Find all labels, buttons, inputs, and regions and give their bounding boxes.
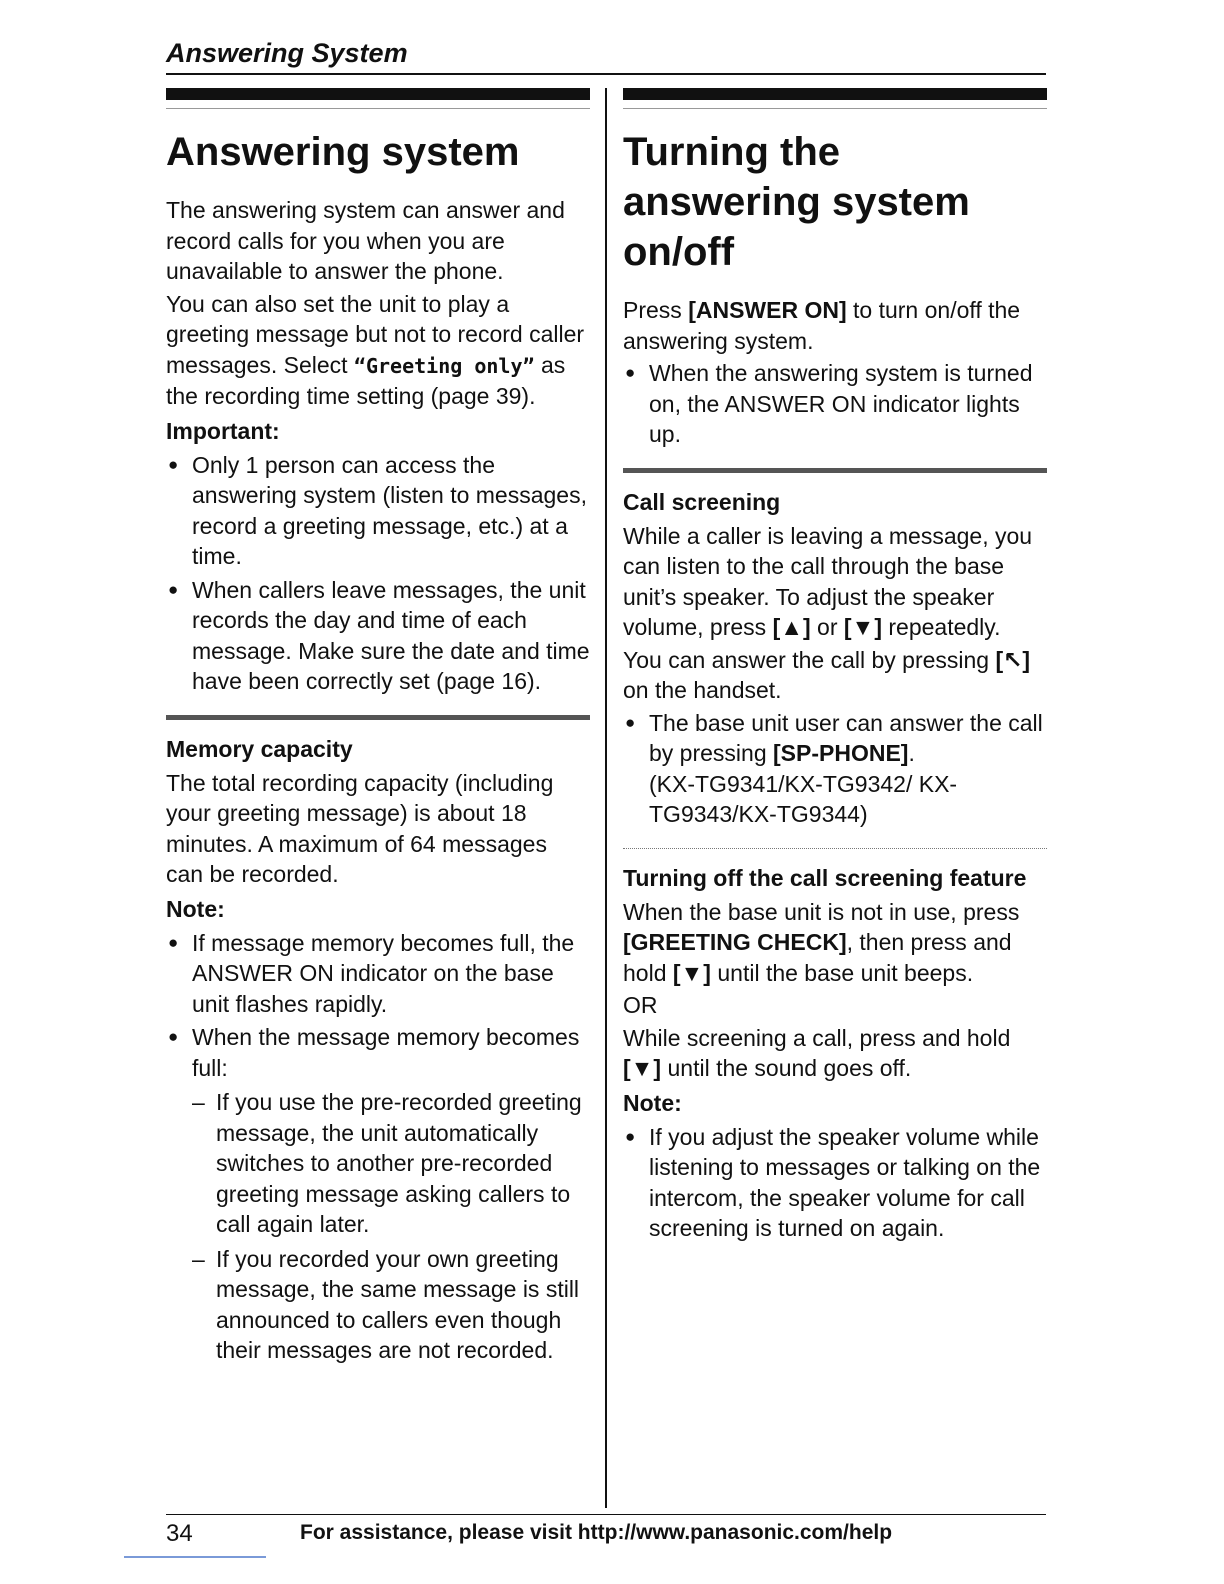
answer-on-paragraph (623, 295, 1047, 356)
press-suffix-text: to turn on/off the answering system. (623, 297, 1021, 354)
title-bar-rule (166, 108, 590, 109)
call-screening-heading: Call screening (623, 488, 781, 515)
hold-text: While screening a call, press and hold (623, 1024, 1011, 1051)
screening-bullet (623, 708, 1047, 830)
turn-off-text-2: , then press and hold (623, 929, 1012, 986)
important-label: Important: (166, 417, 280, 444)
note-label: Note: (623, 1089, 682, 1116)
intro-paragraph: The answering system can answer and record calls for you when you are unavailable to answer the phone. (166, 197, 565, 284)
footer-rule (166, 1514, 1046, 1515)
greeting-paragraph (166, 289, 590, 412)
page-title-turning-on-off: Turning the answering system on/off (623, 130, 970, 274)
answer-on-bullet: ● When the answering system is turned on, the ANSWER ON indicator lights up. (623, 358, 1047, 450)
volume-up-key: [▲] (772, 614, 811, 640)
corner-mark (124, 1556, 266, 1558)
title-bar-rule (623, 108, 1047, 109)
memory-sub-notes (192, 1087, 590, 1366)
title-bar (166, 88, 590, 100)
screening-text: While a caller is leaving a message, you can listen to the call through the base unit’s speaker. To adjust the speaker volume, press (623, 522, 1033, 640)
important-list (166, 450, 590, 697)
hold-text-2: until the sound goes off. (667, 1055, 912, 1081)
note-label: Note: (166, 895, 225, 922)
right-column (623, 88, 1047, 1247)
turn-off-text: When the base unit is not in use, press (623, 898, 1020, 925)
screening-bullets (623, 708, 1047, 830)
or-text: or (817, 614, 838, 640)
column-divider (605, 88, 607, 1508)
greeting-text-tail: as the recording time setting (page 39). (166, 351, 566, 409)
assistance-link[interactable]: For assistance, please visit http://www.panasonic.com/help (300, 1521, 893, 1544)
page-title-answering-system: Answering system (166, 130, 520, 174)
section-rule (166, 715, 590, 720)
memory-note (166, 1022, 590, 1366)
call-screening-paragraph (623, 521, 1047, 643)
or-line: OR (623, 992, 658, 1018)
base-unit-text: The base unit user can answer the call by pressing (649, 709, 1043, 766)
memory-sub-note: – If you recorded your own greeting message, the same message is still announced to callers even though their messages are not recorded. (192, 1244, 590, 1366)
greeting-only-setting: “Greeting only” (353, 353, 535, 378)
press-text: Press (623, 297, 682, 323)
turn-off-paragraph (623, 897, 1047, 989)
answer-on-bullets (623, 358, 1047, 450)
left-column (166, 88, 590, 1370)
memory-note-text: When the message memory becomes full: (192, 1024, 580, 1081)
turn-off-note: ● If you adjust the speaker volume while listening to messages or talking on the intercom, the speaker volume for call screening is turned on again. (623, 1122, 1047, 1244)
sp-phone-key: [SP-PHONE] (773, 740, 909, 766)
repeatedly-text: repeatedly. (888, 614, 1001, 640)
down-key: [▼] (623, 1055, 662, 1081)
down-key: [▼] (672, 959, 711, 986)
volume-down-key: [▼] (843, 614, 882, 640)
memory-capacity-heading: Memory capacity (166, 735, 353, 762)
greeting-text: You can also set the unit to play a greeting message but not to record caller messages. Select (166, 290, 585, 378)
handset-text: on the handset. (623, 677, 782, 703)
turn-off-text-3: until the base unit beeps. (717, 959, 974, 986)
turn-off-notes (623, 1122, 1047, 1244)
section-header: Answering System (166, 38, 408, 68)
page-number: 34 (166, 1520, 193, 1547)
memory-note: ● If message memory becomes full, the ANSWER ON indicator on the base unit flashes rapidly. (166, 928, 590, 1020)
memory-notes (166, 928, 590, 1366)
memory-capacity-text: The total recording capacity (including your greeting message) is about 18 minutes. A maximum of 64 messages can be recorded. (166, 769, 554, 887)
answer-call-text: You can answer the call by pressing (623, 646, 990, 673)
subsection-rule (623, 848, 1047, 849)
important-item: ● When callers leave messages, the unit records the day and time of each message. Make sure the date and time have been correctly set (page 16). (166, 575, 590, 697)
title-bar (623, 88, 1047, 100)
model-list: (KX-TG9341/KX-TG9342/ KX-TG9343/KX-TG9344) (649, 770, 958, 827)
memory-sub-note: – If you use the pre-recorded greeting message, the unit automatically switches to another pre-recorded greeting message asking callers to call again later. (192, 1087, 590, 1240)
screening-hold-paragraph (623, 1023, 1047, 1084)
answer-call-paragraph (623, 645, 1047, 706)
important-item: ● Only 1 person can access the answering system (listen to messages, record a greeting message, etc.) at a time. (166, 450, 590, 572)
turn-off-heading: Turning off the call screening feature (623, 864, 1027, 891)
section-rule (623, 468, 1047, 473)
answer-on-key: [ANSWER ON] (688, 297, 847, 323)
talk-key-icon: [↖] (995, 646, 1031, 673)
period: . (908, 740, 915, 766)
greeting-check-key: [GREETING CHECK] (623, 929, 847, 955)
header-rule (166, 73, 1046, 75)
